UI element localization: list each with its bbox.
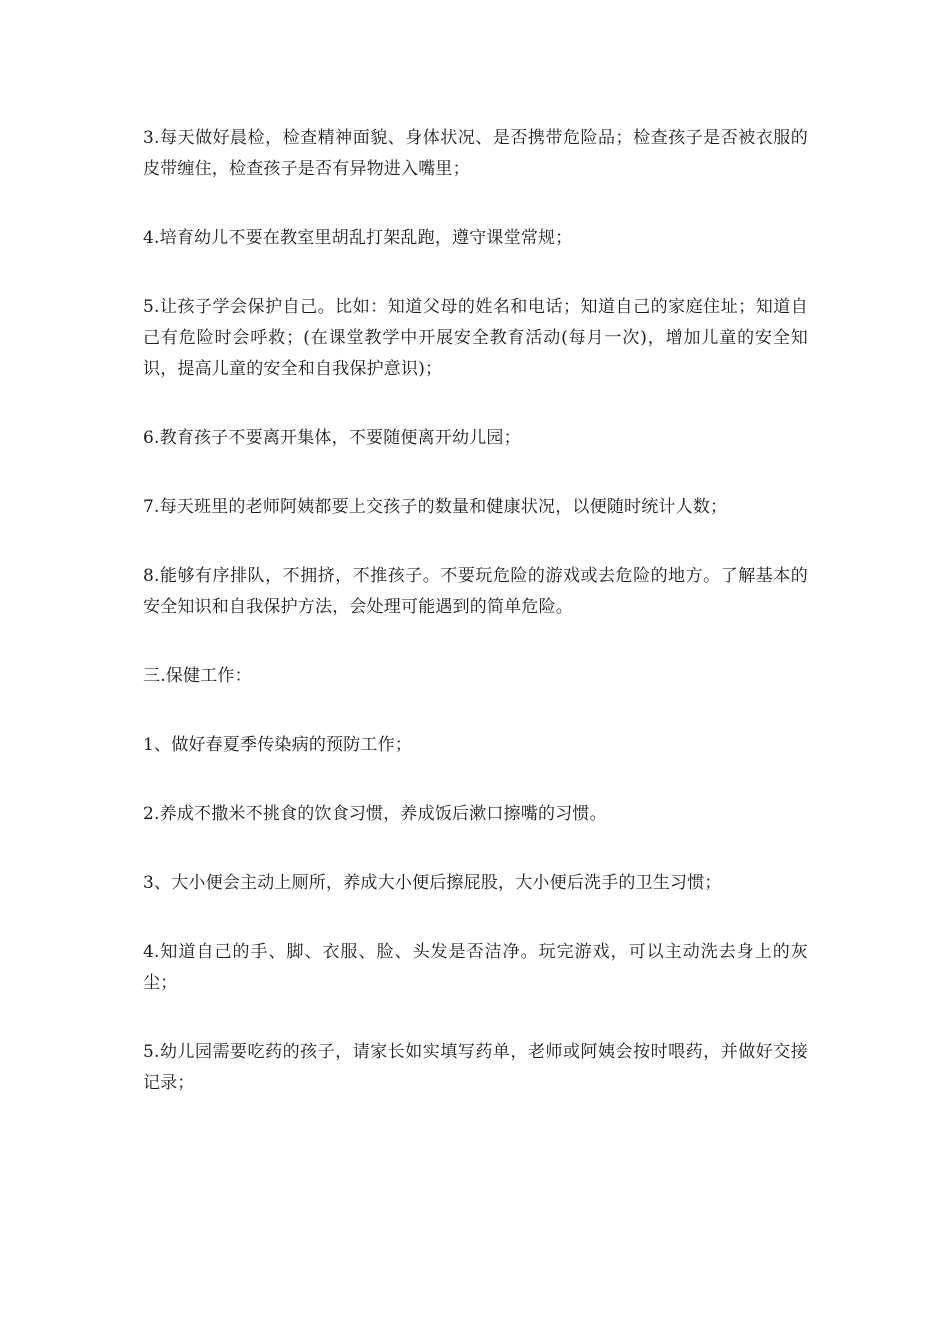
paragraph-health-5: 5.幼儿园需要吃药的孩子，请家长如实填写药单，老师或阿姨会按时喂药，并做好交接记录； [143,1042,808,1093]
paragraph-safety-6: 6.教育孩子不要离开集体，不要随便离开幼儿园； [143,428,521,448]
paragraph-health-4: 4.知道自己的手、脚、衣服、脸、头发是否洁净。玩完游戏，可以主动洗去身上的灰尘； [143,942,808,993]
paragraph-health-2: 2.养成不撒米不挑食的饮食习惯，养成饭后漱口擦嘴的习惯。 [143,804,607,824]
paragraph-safety-3: 3.每天做好晨检，检查精神面貌、身体状况、是否携带危险品；检查孩子是否被衣服的皮带缠住，检查孩子是否有异物进入嘴里； [143,128,808,179]
paragraph-health-3: 3、大小便会主动上厕所，养成大小便后擦屁股，大小便后洗手的卫生习惯； [143,873,722,893]
paragraph-safety-4: 4.培育幼儿不要在教室里胡乱打架乱跑，遵守课堂常规； [143,228,573,248]
paragraph-health-1: 1、做好春夏季传染病的预防工作； [143,735,413,755]
paragraph-safety-5: 5.让孩子学会保护自己。比如：知道父母的姓名和电话；知道自己的家庭住址；知道自己有危险时会呼救；(在课堂教学中开展安全教育活动(每月一次)，增加儿童的安全知识，提高儿童的安全和自我保护意识)； [143,297,808,379]
section-heading-health: 三.保健工作： [143,666,252,686]
document-body [143,123,808,1137]
paragraph-safety-8: 8.能够有序排队，不拥挤，不推孩子。不要玩危险的游戏或去危险的地方。了解基本的安全知识和自我保护方法，会处理可能遇到的简单危险。 [143,566,808,617]
paragraph-safety-7: 7.每天班里的老师阿姨都要上交孩子的数量和健康状况，以便随时统计人数； [143,497,728,517]
